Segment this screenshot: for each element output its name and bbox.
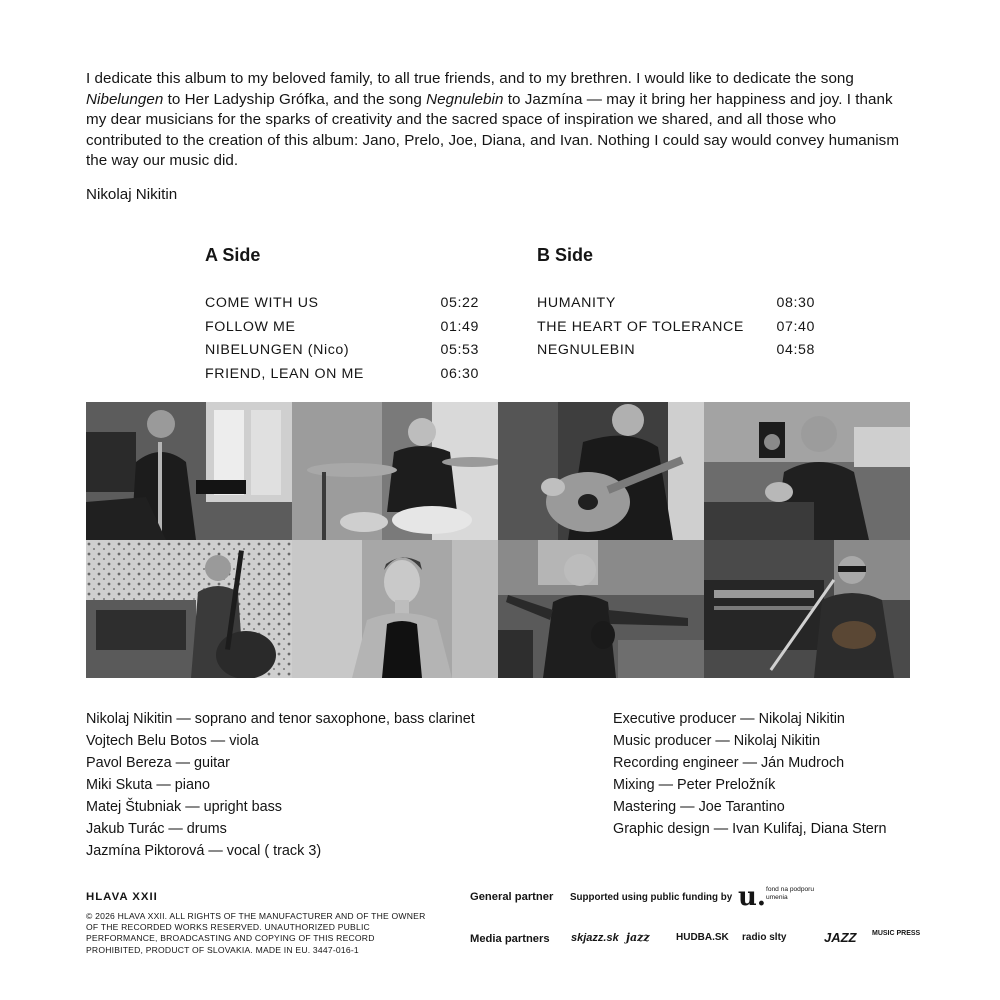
- credit-line: Jakub Turác — drums: [86, 821, 227, 837]
- side-b-title: B Side: [537, 245, 594, 265]
- violist-photo: [704, 540, 910, 678]
- record-label-name: HLAVA XXII: [86, 891, 158, 903]
- track-duration: 05:22: [440, 295, 479, 311]
- music-press-logo: MUSIC PRESS: [872, 930, 921, 937]
- photo-grid: [86, 402, 910, 678]
- track-title: HUMANITY: [537, 295, 616, 311]
- bassist-photo: [86, 540, 292, 678]
- radio-slty-logo: radio slty: [742, 932, 787, 943]
- hudba-sk-logo: HUDBA.SK: [676, 932, 729, 943]
- guitarist-photo: [498, 402, 704, 540]
- track-title: NEGNULEBIN: [537, 342, 636, 358]
- credit-line: Miki Skuta — piano: [86, 777, 210, 793]
- credit-line: Music producer — Nikolaj Nikitin: [613, 733, 821, 749]
- track-row: [537, 316, 815, 340]
- jazz-magazine-logo: JAZZ: [824, 930, 857, 945]
- song-title-negnulebin: Negnulebin: [426, 90, 504, 108]
- track-row: [205, 339, 479, 363]
- skjazz-logo: skjazz.sk: [571, 932, 619, 944]
- general-partner-label: General partner: [470, 891, 554, 903]
- credit-line: Recording engineer — Ján Mudroch: [613, 755, 845, 771]
- track-duration: 07:40: [776, 318, 815, 335]
- credit-line: Jazmína Piktorová — vocal ( track 3): [86, 843, 322, 859]
- side-b-tracklist: [537, 245, 815, 363]
- credit-line: Graphic design — Ivan Kulifaj, Diana Stern: [613, 821, 887, 837]
- drummer-photo: [292, 402, 498, 540]
- vocalist-photo: [292, 540, 498, 678]
- track-duration: 08:30: [776, 295, 815, 311]
- credit-line: Nikolaj Nikitin — soprano and tenor saxophone, bass clarinet: [86, 711, 475, 727]
- side-a-title: A Side: [205, 245, 261, 265]
- copyright-notice: © 2026 HLAVA XXII. ALL RIGHTS OF THE MANUFACTURER AND OF THE OWNER OF THE RECORDED WORKS RESERVED. UNAUTHORIZED PUBLIC PERFORMANCE, BROADCASTING AND COPYING OF THIS RECORD PROHIBITED, PRODUCT OF SLOVAKIA. MADE IN EU. 3447-016-1: [86, 911, 426, 955]
- signature: Nikolaj Nikitin: [86, 186, 178, 203]
- track-title: THE HEART OF TOLERANCE: [537, 318, 744, 335]
- saxophonist-photo: [86, 402, 292, 540]
- credit-line: Mixing — Peter Preložník: [613, 777, 776, 793]
- track-title: NIBELUNGEN (Nico): [205, 342, 350, 358]
- fond-u-mark: u.: [738, 882, 766, 912]
- credit-line: Matej Štubniak — upright bass: [86, 799, 282, 815]
- pianist-photo: [498, 540, 704, 678]
- track-duration: 06:30: [440, 365, 479, 382]
- media-partners-label: Media partners: [470, 933, 550, 945]
- song-title-nibelungen: Nibelungen: [86, 90, 164, 108]
- engineer-photo: [704, 402, 910, 540]
- track-row: [205, 292, 479, 316]
- public-funding-label: Supported using public funding by: [570, 892, 733, 903]
- track-duration: 04:58: [776, 342, 815, 358]
- musician-credits: [86, 708, 475, 862]
- fond-na-podporu-umenia-logo: [738, 882, 815, 912]
- track-row: [205, 363, 479, 387]
- track-title: FOLLOW ME: [205, 318, 296, 335]
- dedication-text: I dedicate this album to my beloved family, to all true friends, and to my brethren. I would like to dedicate the song Nibelungen to Her Ladyship Grófka, and the song Negnulebin to Jazmína — may it bring her happiness and joy. I thank my dear musicians for the sparks of creativity and the sacred space of inspiration we shared, and all those who contributed to the creation of this album: Jano, Prelo, Joe, Diana, and Ivan. Nothing I could say would convey humanism the way our music did.: [86, 70, 900, 170]
- credit-line: Mastering — Joe Tarantino: [613, 799, 785, 815]
- credit-line: Vojtech Belu Botos — viola: [86, 733, 259, 749]
- fond-logo-text: fond na podporu umenia: [766, 886, 815, 901]
- track-title: FRIEND, LEAN ON ME: [205, 365, 364, 382]
- production-credits: [613, 708, 887, 840]
- track-duration: 05:53: [440, 342, 479, 358]
- track-row: [537, 292, 815, 316]
- track-title: COME WITH US: [205, 295, 319, 311]
- jazz-script-logo: jazz: [626, 931, 650, 944]
- side-a-tracklist: [205, 245, 479, 386]
- credit-line: Pavol Bereza — guitar: [86, 755, 230, 771]
- credit-line: Executive producer — Nikolaj Nikitin: [613, 711, 845, 727]
- track-row: [537, 339, 815, 363]
- track-duration: 01:49: [440, 318, 479, 335]
- track-row: [205, 316, 479, 340]
